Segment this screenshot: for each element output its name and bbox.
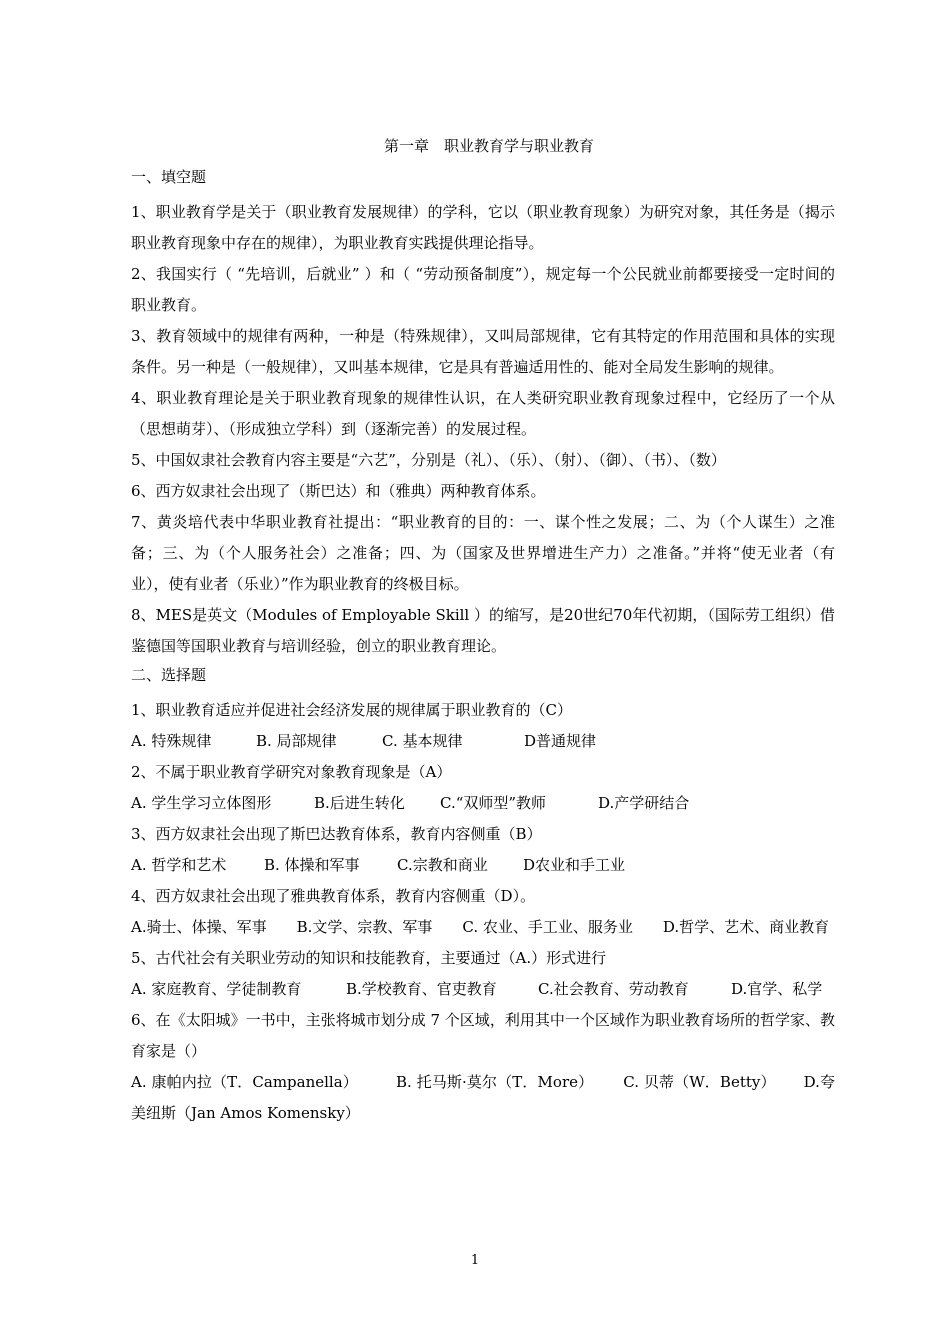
option: C. 农业、手工业、服务业 (462, 918, 633, 936)
fill-item: 1、职业教育学是关于（职业教育发展规律）的学科，它以（职业教育现象）为研究对象，其任务是（揭示职业教育现象中存在的规律），为职业教育实践提供理论指导。 (131, 203, 835, 252)
fill-item: 6、西方奴隶社会出现了（斯巴达）和（雅典）两种教育体系。 (131, 482, 546, 500)
fill-item: 3、教育领域中的规律有两种，一种是（特殊规律），又叫局部规律，它有其特定的作用范围和具体的实现条件。另一种是（一般规律），又叫基本规律，它是具有普遍适用性的、能对全局发生影响的规律。 (131, 327, 835, 376)
question-options (131, 1067, 835, 1129)
option: D普通规律 (524, 732, 597, 750)
question-options (131, 850, 835, 881)
question-options (131, 726, 835, 757)
option: D.官学、私学 (731, 980, 823, 998)
option: B.后进生转化 (314, 794, 405, 812)
option: C.社会教育、劳动教育 (538, 980, 689, 998)
option: C. 贝蒂（W．Betty） (623, 1073, 776, 1091)
option: C.宗教和商业 (397, 856, 488, 874)
question-stem: 5、古代社会有关职业劳动的知识和技能教育，主要通过（A.）形式进行 (131, 949, 607, 967)
option: C.“双师型”教师 (440, 794, 547, 812)
option: A. 家庭教育、学徒制教育 (131, 980, 302, 998)
fill-item: 4、职业教育理论是关于职业教育现象的规律性认识，在人类研究职业教育现象过程中，它经历了一个从（思想萌芽）、（形成独立学科）到（逐渐完善）的发展过程。 (131, 389, 835, 438)
fill-item: 2、我国实行（ “先培训，后就业” ）和（ “劳动预备制度”），规定每一个公民就业前都要接受一定时间的职业教育。 (131, 265, 835, 314)
page-number: 1 (470, 1253, 480, 1268)
fill-item: 5、中国奴隶社会教育内容主要是“六艺”，分别是（礼）、（乐）、（射）、（御）、（书）、（数） (131, 451, 726, 469)
option: C. 基本规律 (382, 732, 463, 750)
question-stem: 3、西方奴隶社会出现了斯巴达教育体系，教育内容侧重（B） (131, 825, 542, 843)
option: D.产学研结合 (598, 794, 690, 812)
option: A. 特殊规律 (131, 732, 212, 750)
page-content (131, 136, 835, 1129)
question-stem: 1、职业教育适应并促进社会经济发展的规律属于职业教育的（C） (131, 701, 573, 719)
option: D.夸美纽斯（Jan Amos Komensky） (131, 1073, 835, 1122)
question-options (131, 912, 835, 943)
chapter-title: 第一章 职业教育学与职业教育 (383, 137, 594, 155)
question-stem: 4、西方奴隶社会出现了雅典教育体系，教育内容侧重（D）。 (131, 887, 536, 905)
question-stem: 2、不属于职业教育学研究对象教育现象是（A） (131, 763, 452, 781)
option: B. 托马斯·莫尔（T．More） (395, 1073, 594, 1091)
option: D农业和手工业 (523, 856, 626, 874)
question-options (131, 788, 835, 819)
option: B. 局部规律 (256, 732, 337, 750)
option: A. 哲学和艺术 (131, 856, 227, 874)
option: B. 体操和军事 (264, 856, 360, 874)
question-options (131, 974, 835, 1005)
fill-item: 8、MES是英文（Modules of Employable Skill ）的缩写，是20世纪70年代初期，（国际劳工组织）借鉴德国等国职业教育与培训经验，创立的职业教育理论。 (131, 606, 835, 655)
question-stem: 6、在《太阳城》一书中，主张将城市划分成 7 个区域，利用其中一个区域作为职业教育场所的哲学家、教育家是（） (131, 1011, 835, 1060)
option: A. 学生学习立体图形 (131, 794, 272, 812)
option: B.学校教育、官吏教育 (346, 980, 497, 998)
option: A.骑士、体操、军事 (131, 918, 267, 936)
section-heading-choice: 二、选择题 (131, 666, 207, 684)
option: B.文学、宗教、军事 (296, 918, 433, 936)
fill-item: 7、黄炎培代表中华职业教育社提出：“职业教育的目的：一、谋个性之发展；二、为（个人谋生）之准备；三、为（个人服务社会）之准备；四、为（国家及世界增进生产力）之准备。”并将“使无业者（有业），使有业者（乐业）”作为职业教育的终极目标。 (131, 513, 835, 593)
option: A. 康帕内拉（T．Campanella） (131, 1073, 358, 1091)
section-heading-fill-in: 一、填空题 (131, 168, 207, 186)
option: D.哲学、艺术、商业教育 (662, 918, 830, 936)
